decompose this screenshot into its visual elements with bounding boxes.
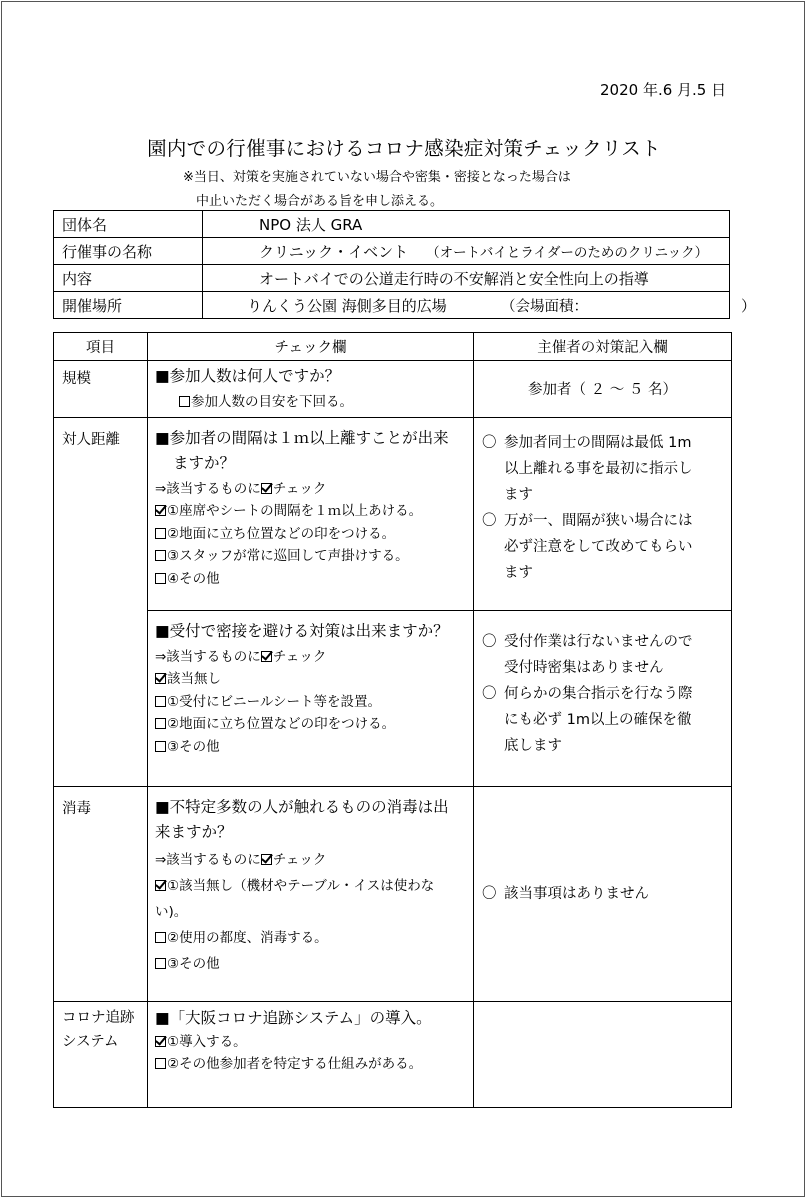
header-item: 項目 [54,333,148,361]
distance-option-1-label: ①座席やシートの間隔を１ｍ以上あける。 [167,503,423,519]
content-value: オートバイでの公道走行時の不安解消と安全性向上の指導 [203,265,730,292]
disinfection-option-1 [155,873,467,899]
disinfection-option-3 [155,951,467,977]
scale-measure: 参加者（ ２ ～ ５ 名） [474,361,732,418]
circle-icon: 〇 [482,885,497,902]
distance-check-prompt-2 [155,646,467,669]
checkbox-unchecked-icon[interactable] [155,1058,166,1069]
distance-option-2-label: ②地面に立ち位置などの印をつける。 [167,525,396,542]
document-date: 2020 年.6 月.5 日 [600,81,727,99]
distance-option-3 [155,545,467,568]
checkbox-unchecked-icon[interactable] [155,573,166,584]
reception-option-0-label: 該当無し [167,671,221,687]
document-title: 園内での行催事におけるコロナ感染症対策チェックリスト [147,137,661,160]
measure-text: 該当事項はありません [504,885,649,902]
distance-question-1: ■参加者の間隔は１ｍ以上離すことが出来 [155,428,449,447]
disinfection-check-cell [148,786,474,1001]
scale-check-cell [148,361,474,418]
checkbox-unchecked-icon[interactable] [179,396,190,407]
distance-option-1 [155,500,467,523]
checklist-table [53,332,732,1108]
circle-icon: 〇 [482,512,497,529]
venue-value-cell [203,292,757,319]
disinfection-check-prompt [155,847,467,873]
org-value: NPO 法人 GRA [203,211,730,238]
distance-option-3-label: ③スタッフが常に巡回して声掛けする。 [167,548,409,564]
scale-option-1-label: 参加人数の目安を下回る。 [191,394,353,410]
distance-row-1 [54,417,732,610]
tracing-question: ■「大阪コロナ追跡システム」の導入。 [155,1008,432,1027]
distance-label: 対人距離 [54,417,148,786]
tracing-option-1 [155,1031,467,1054]
measure-text: 受付作業は行ないませんので [504,633,693,650]
measure-line: 必ず注意をして改めてもらい [504,538,693,555]
venue-label: 開催場所 [54,292,203,319]
distance-check-cell-1 [148,417,474,610]
tracing-row [54,1001,732,1107]
measure-line: 底します [504,737,562,754]
area-close: ） [741,296,757,315]
header-check: チェック欄 [148,333,474,361]
disinfection-option-2-label: ②使用の都度、消毒する。 [167,929,328,946]
scale-row [54,361,732,418]
reception-option-1-label: ①受付にビニールシート等を設置。 [167,693,381,710]
venue-value: りんくう公園 海側多目的広場 [247,296,447,315]
circle-icon: 〇 [482,685,497,702]
content-label: 内容 [54,265,203,292]
distance-check-prompt [155,478,467,501]
content-row [54,265,730,292]
distance-check-cell-2 [148,610,474,786]
check-word: チェック [272,480,327,497]
scale-option-1 [155,391,467,414]
measure-line: ます [504,486,533,503]
check-mark-icon [261,854,272,865]
event-value-cell [203,238,730,265]
tracing-label-cell [54,1001,148,1107]
tracing-measure-cell [474,1001,732,1107]
tracing-label-1: コロナ追跡 [62,1009,135,1026]
distance-question-2: ■受付で密接を避ける対策は出来ますか？ [155,621,449,640]
disinfection-option-3-label: ③その他 [167,955,220,972]
measure-text: 参加者同士の間隔は最低 1m [504,434,692,451]
org-row [54,211,730,238]
checkbox-unchecked-icon[interactable] [155,932,166,943]
disinfection-option-2 [155,925,467,951]
check-word: チェック [272,648,327,665]
measure-line: にも必ず 1m以上の確保を徹 [504,711,692,728]
header-measure: 主催者の対策記入欄 [474,333,732,361]
measure-line: 以上離れる事を最初に指示し [504,460,693,477]
checkbox-unchecked-icon[interactable] [155,958,166,969]
disinfection-measure-cell [474,786,732,1001]
event-value: クリニック・イベント [259,242,409,261]
org-label: 団体名 [54,211,203,238]
distance-option-4 [155,568,467,591]
checkbox-unchecked-icon[interactable] [155,550,166,561]
tracing-option-2 [155,1053,467,1076]
event-row [54,238,730,265]
reception-option-1 [155,691,467,714]
event-subtitle: （オートバイとライダーのためのクリニック） [426,244,709,261]
check-mark-icon [261,651,272,662]
measure-line: 受付時密集はありません [504,659,664,676]
reception-option-2 [155,713,467,736]
measure-text: 何らかの集合指示を行なう際 [504,685,693,702]
reception-option-0 [155,668,467,691]
checkbox-unchecked-icon[interactable] [155,741,166,752]
disinfection-option-1-label: ①該当無し（機材やテーブル・イスは使わな [167,877,435,894]
tracing-option-2-label: ②その他参加者を特定する仕組みがある。 [167,1056,423,1072]
measure-line [482,881,723,907]
measure-line [482,681,723,707]
measure-line [482,508,723,534]
reception-option-2-label: ②地面に立ち位置などの印をつける。 [167,716,396,732]
check-prompt-text: ⇒該当するものに [155,480,261,497]
measure-line: ます [504,564,533,581]
measure-text: 万が一、間隔が狭い場合には [504,512,693,529]
note-line-1: ※当日、対策を実施されていない場合や密集・密接となった場合は [183,170,571,185]
distance-question-1b: ますか？ [173,453,236,472]
venue-row [54,292,730,319]
header-row [54,333,732,361]
checkbox-unchecked-icon[interactable] [155,696,166,707]
reception-option-3 [155,736,467,759]
tracing-label-2: システム [62,1033,119,1050]
distance-measure-cell-1 [474,417,732,610]
checkbox-unchecked-icon[interactable] [155,718,166,729]
info-table [53,210,757,319]
tracing-option-1-label: ①導入する。 [167,1033,247,1050]
checkbox-unchecked-icon[interactable] [155,528,166,539]
note-line-2: 中止いただく場合がある旨を申し添える。 [196,194,444,209]
disinfection-question: ■不特定多数の人が触れるものの消毒は出 [155,797,449,816]
scale-label: 規模 [54,361,148,418]
reception-option-3-label: ③その他 [167,738,220,755]
checkbox-checked-icon[interactable] [155,1036,166,1047]
event-label: 行催事の名称 [54,238,203,265]
disinfection-option-1b: い)。 [155,903,188,920]
area-label: （会場面積： [501,298,588,315]
checkbox-checked-icon[interactable] [155,673,166,684]
distance-option-2 [155,523,467,546]
distance-option-4-label: ④その他 [167,570,220,587]
circle-icon: 〇 [482,434,497,451]
distance-measure-cell-2 [474,610,732,786]
check-word: チェック [272,851,327,868]
disinfection-question-b: 来ますか？ [155,822,233,841]
check-prompt-text: ⇒該当するものに [155,851,261,868]
check-prompt-text: ⇒該当するものに [155,648,261,665]
tracing-check-cell [148,1001,474,1107]
measure-line [482,629,723,655]
disinfection-row [54,786,732,1001]
distance-row-2 [54,610,732,786]
measure-line [482,430,723,456]
checkbox-checked-icon[interactable] [155,505,166,516]
check-mark-icon [261,483,272,494]
circle-icon: 〇 [482,633,497,650]
checkbox-checked-icon[interactable] [155,880,166,891]
disinfection-label: 消毒 [54,786,148,1001]
scale-question: ■参加人数は何人ですか？ [155,367,341,385]
